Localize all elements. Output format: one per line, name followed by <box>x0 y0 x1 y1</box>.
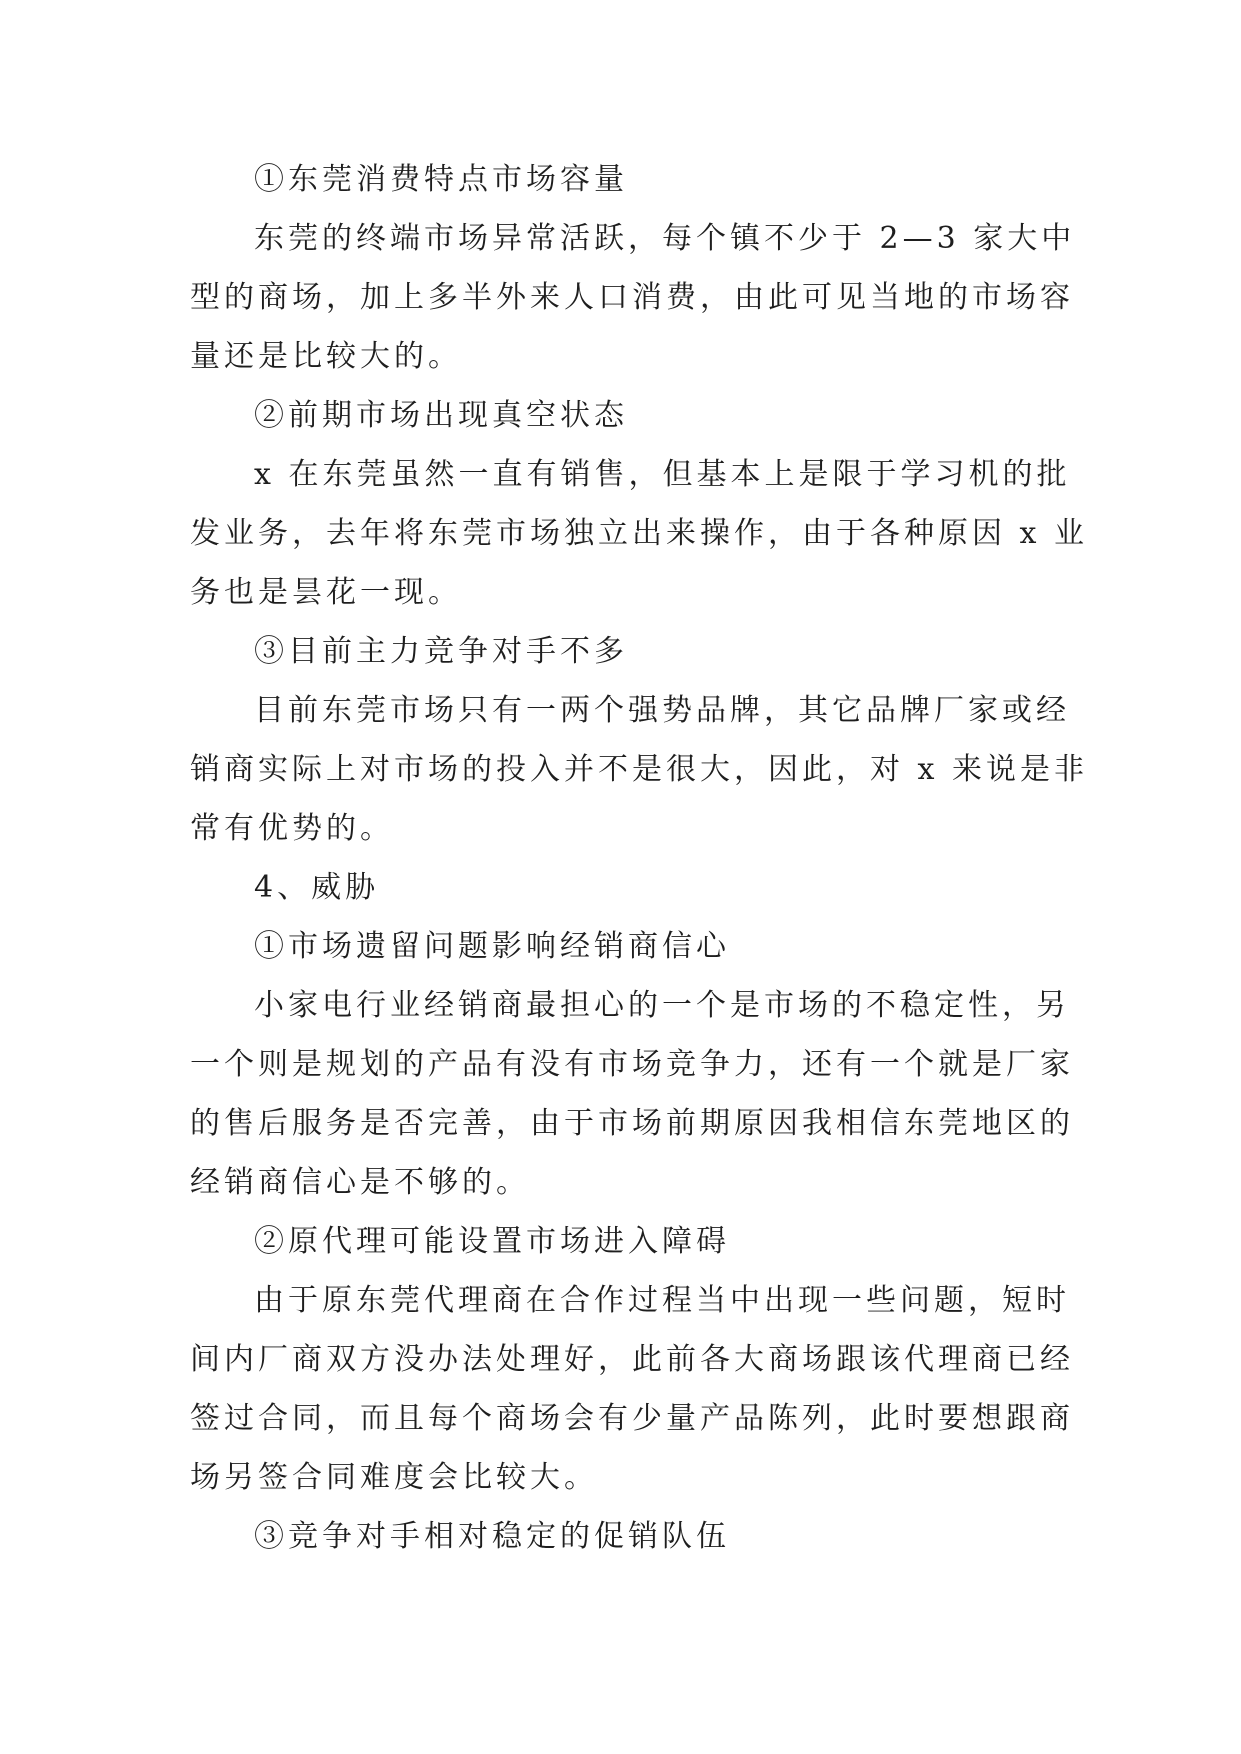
subheading-consumption-capacity: ①东莞消费特点市场容量 <box>254 162 628 197</box>
subheading-entry-barriers: ②原代理可能设置市场进入障碍 <box>254 1224 730 1259</box>
paragraph-line: 小家电行业经销商最担心的一个是市场的不稳定性，另 <box>254 988 1070 1023</box>
paragraph-line: 场另签合同难度会比较大。 <box>190 1460 598 1495</box>
section-heading-threats: 4、威胁 <box>254 870 380 905</box>
paragraph-line: 发业务，去年将东莞市场独立出来操作，由于各种原因 x 业 <box>190 516 1088 551</box>
paragraph-line: 一个则是规划的产品有没有市场竞争力，还有一个就是厂家 <box>190 1047 1074 1082</box>
document-body <box>190 150 1088 1566</box>
subheading-promotion-team: ③竞争对手相对稳定的促销队伍 <box>254 1519 730 1554</box>
paragraph-line: x 在东莞虽然一直有销售，但基本上是限于学习机的批 <box>254 457 1071 492</box>
paragraph-line: 签过合同，而且每个商场会有少量产品陈列，此时要想跟商 <box>190 1401 1074 1436</box>
subheading-dealer-confidence: ①市场遗留问题影响经销商信心 <box>254 929 730 964</box>
paragraph-line: 由于原东莞代理商在合作过程当中出现一些问题，短时 <box>254 1283 1070 1318</box>
paragraph-line: 东莞的终端市场异常活跃，每个镇不少于 2—3 家大中 <box>254 221 1076 256</box>
paragraph-line: 务也是昙花一现。 <box>190 575 462 610</box>
paragraph-line: 经销商信心是不够的。 <box>190 1165 530 1200</box>
paragraph-line: 常有优势的。 <box>190 811 394 846</box>
paragraph-line: 型的商场，加上多半外来人口消费，由此可见当地的市场容 <box>190 280 1074 315</box>
subheading-market-vacuum: ②前期市场出现真空状态 <box>254 398 628 433</box>
paragraph-line: 目前东莞市场只有一两个强势品牌，其它品牌厂家或经 <box>254 693 1070 728</box>
paragraph-line: 间内厂商双方没办法处理好，此前各大商场跟该代理商已经 <box>190 1342 1074 1377</box>
paragraph-line: 量还是比较大的。 <box>190 339 462 374</box>
paragraph-line: 的售后服务是否完善，由于市场前期原因我相信东莞地区的 <box>190 1106 1074 1141</box>
paragraph-line: 销商实际上对市场的投入并不是很大，因此，对 x 来说是非 <box>190 752 1088 787</box>
subheading-few-competitors: ③目前主力竞争对手不多 <box>254 634 628 669</box>
